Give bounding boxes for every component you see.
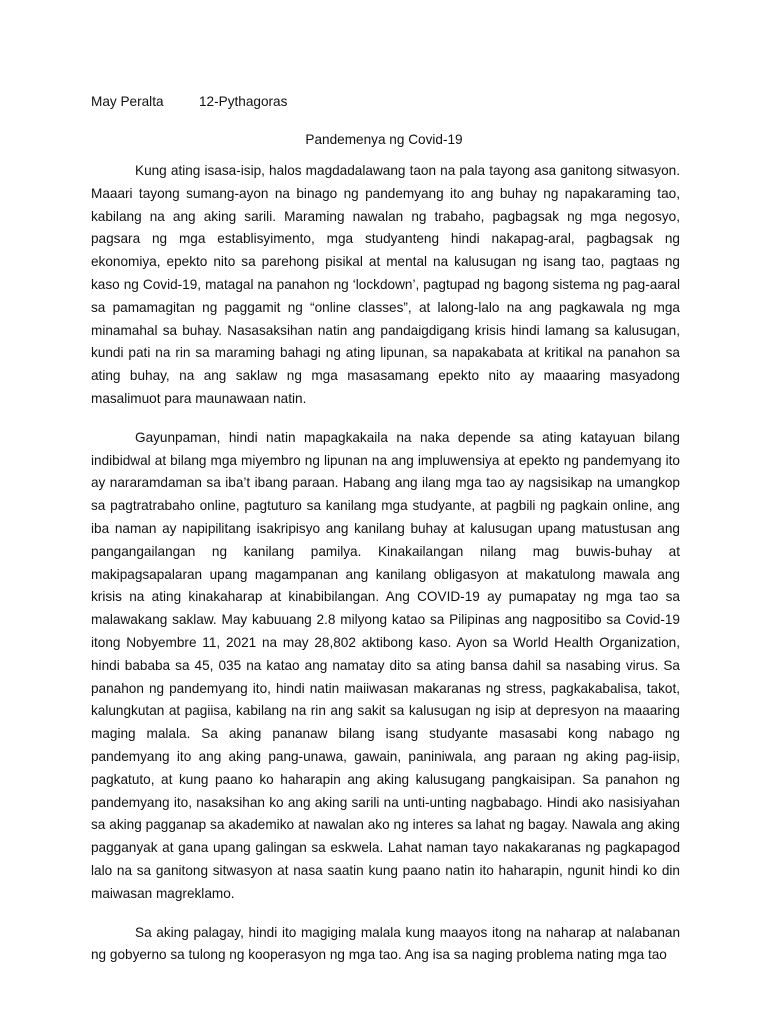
- student-section: 12-Pythagoras: [199, 94, 288, 109]
- essay-body: [91, 160, 680, 983]
- document-header: [91, 91, 287, 114]
- paragraph-3: Sa aking palagay, hindi ito magiging malala kung maayos itong na naharap at nalabanan ng gobyerno sa tulong ng kooperasyon ng mga tao. Ang isa sa naging problema nating mga tao: [91, 924, 680, 963]
- paragraph-2: Gayunpaman, hindi natin mapagkakaila na naka depende sa ating katayuan bilang indibidwal at bilang mga miyembro ng lipunan na ang impluwensiya at epekto ng pandemyang ito ay nararamdaman sa iba’t ibang paraan. Habang ang ilang mga tao ay nagsisikap na umangkop sa pagtratrabaho online, pagtuturo sa kanilang mga studyante, at pagbili ng pagkain online, ang iba naman ay napipilitang isakripisyo ang kanilang buhay at kalusugan upang matustusan ang pangangailangan ng kanilang pamilya. Kinakailangan nilang mag buwis-buhay at makipagsapalaran upang magampanan ang kanilang obligasyon at makatulong mawala ang krisis na ating kinakaharap at kinabibilangan. Ang COVID-19 ay pumapatay ng mga tao sa malawakang saklaw. May kabuuang 2.8 milyong katao sa Pilipinas ang nagpositibo sa Covid-19 itong Nobyembre 11, 2021 na may 28,802 aktibong kaso. Ayon sa World Health Organization, hindi bababa sa 45, 035 na katao ang namatay dito sa ating bansa dahil sa nasabing virus. Sa panahon ng pandemyang ito, hindi natin maiiwasan makaranas ng stress, pagkakabalisa, takot, kalungkutan at pagiisa, kabilang na rin ang sakit sa kalusugan ng isip at depresyon na maaaring maging malala. Sa aking pananaw bilang isang studyante masasabi kong nabago ng pandemyang ito ang aking pang-unawa, gawain, paniniwala, ang paraan ng aking pag-iisip, pagkatuto, at kung paano ko haharapin ang aking kalusugang pangkaisipan. Sa panahon ng pandemyang ito, nasaksihan ko ang aking sarili na unti-unting nagbabago. Hindi ako nasisiyahan sa aking pagganap sa akademiko at nawalan ako ng interes sa lahat ng bagay. Nawala ang aking pagganyak at gana upang galingan sa eskwela. Lahat naman tayo nakakaranas ng pagkapagod lalo na sa ganitong sitwasyon at nasa saatin kung paano natin ito haharapin, ngunit hindi ko din maiwasan magreklamo.: [91, 429, 680, 901]
- student-name: May Peralta: [91, 94, 164, 109]
- paragraph-1: Kung ating isasa-isip, halos magdadalawang taon na pala tayong asa ganitong sitwasyon. Maaari tayong sumang-ayon na binago ng pandemyang ito ang buhay ng napakaraming tao, kabilang na ang aking sarili. Maraming nawalan ng trabaho, pagbagsak ng mga negosyo, pagsara ng mga establisyimento, mga studyanteng hindi nakapag-aral, pagbagsak ng ekonomiya, epekto nito sa parehong pisikal at mental na kalusugan ng isang tao, pagtaas ng kaso ng Covid-19, matagal na panahon ng ‘lockdown’, pagtupad ng bagong sistema ng pag-aaral sa pamamagitan ng paggamit ng “online classes”, at lalong-lalo na ang pagkawala ng mga minamahal sa buhay. Nasasaksihan natin ang pandaigdigang krisis hindi lamang sa kalusugan, kundi pati na rin sa maraming bahagi ng ating lipunan, sa napakabata at kritikal na panahon sa ating buhay, na ang saklaw ng mga masasamang epekto nito ay maaaring masyadong masalimuot para maunawaan natin.: [91, 163, 680, 406]
- document-title: Pandemenya ng Covid-19: [305, 132, 463, 147]
